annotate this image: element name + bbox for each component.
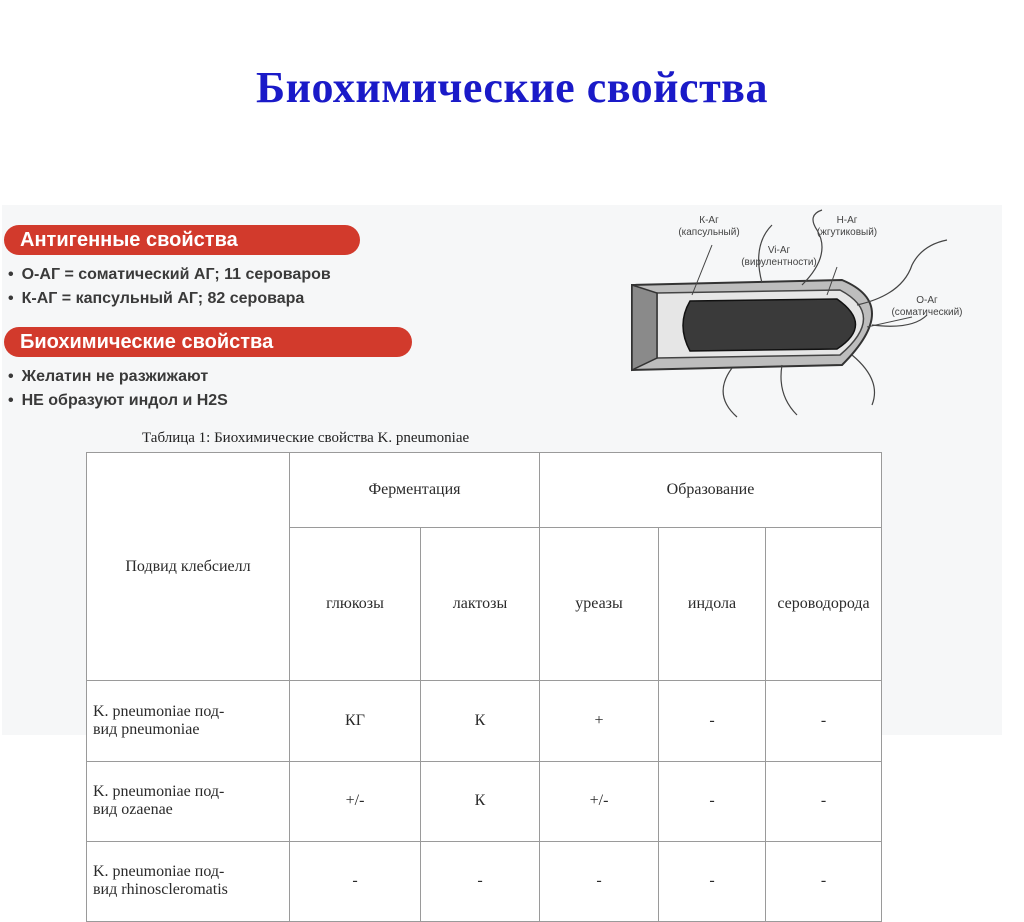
h2s-cell: -: [766, 841, 882, 921]
fermentation-header: Ферментация: [290, 453, 540, 528]
urease-cell: +/-: [540, 761, 659, 841]
biochem-bullet: • НЕ образуют индол и H2S: [8, 389, 228, 413]
glucose-cell: +/-: [290, 761, 421, 841]
table-row: [87, 761, 882, 841]
vi-antigen-label: Vi-Аг (вирулентности): [741, 245, 817, 268]
antigen-bullet: • К-АГ = капсульный АГ; 82 серовара: [8, 287, 331, 311]
urease-cell: -: [540, 841, 659, 921]
formation-header: Образование: [540, 453, 882, 528]
h-antigen-label: Н-Аг (жгутиковый): [816, 215, 878, 238]
slide-title: Биохимические свойства: [256, 63, 768, 112]
biochemical-table: [86, 452, 882, 922]
table-caption: Таблица 1: Биохимические свойства K. pneumoniae: [142, 430, 470, 446]
glucose-header: глюкозы: [290, 527, 421, 680]
antigen-properties-heading: Антигенные свойства: [4, 225, 360, 255]
urease-header: уреазы: [540, 527, 659, 680]
glucose-cell: КГ: [290, 681, 421, 761]
h2s-cell: -: [766, 761, 882, 841]
antigen-bullet: • О-АГ = соматический АГ; 11 сероваров: [8, 263, 331, 287]
subspecies-header: Подвид клебсиелл: [87, 453, 290, 681]
lactose-header: лактозы: [421, 527, 540, 680]
subspecies-cell: K. pneumoniae под- вид rhinoscleromatis: [87, 841, 290, 921]
urease-cell: +: [540, 681, 659, 761]
o-antigen-label: О-Аг (соматический): [891, 295, 963, 318]
table-row: [87, 841, 882, 921]
lactose-cell: -: [421, 841, 540, 921]
subspecies-cell: K. pneumoniae под- вид ozaenae: [87, 761, 290, 841]
biochem-bullet-list: [8, 365, 228, 413]
biochemical-properties-heading: Биохимические свойства: [4, 327, 412, 357]
h2s-header: сероводорода: [766, 527, 882, 680]
lactose-cell: К: [421, 761, 540, 841]
table-row: [87, 681, 882, 761]
k-antigen-label: К-Аг (капсульный): [678, 215, 740, 238]
biochem-bullet: • Желатин не разжижают: [8, 365, 228, 389]
indole-cell: -: [659, 681, 766, 761]
glucose-cell: -: [290, 841, 421, 921]
subspecies-cell: K. pneumoniae под- вид pneumoniae: [87, 681, 290, 761]
h2s-cell: -: [766, 681, 882, 761]
slide-image-panel: [2, 205, 1002, 899]
indole-cell: -: [659, 761, 766, 841]
indole-header: индола: [659, 527, 766, 680]
indole-cell: -: [659, 841, 766, 921]
antigen-bullet-list: [8, 263, 331, 311]
table-header-row: [87, 453, 882, 528]
lactose-cell: К: [421, 681, 540, 761]
bacterium-antigen-diagram: [602, 205, 1002, 420]
